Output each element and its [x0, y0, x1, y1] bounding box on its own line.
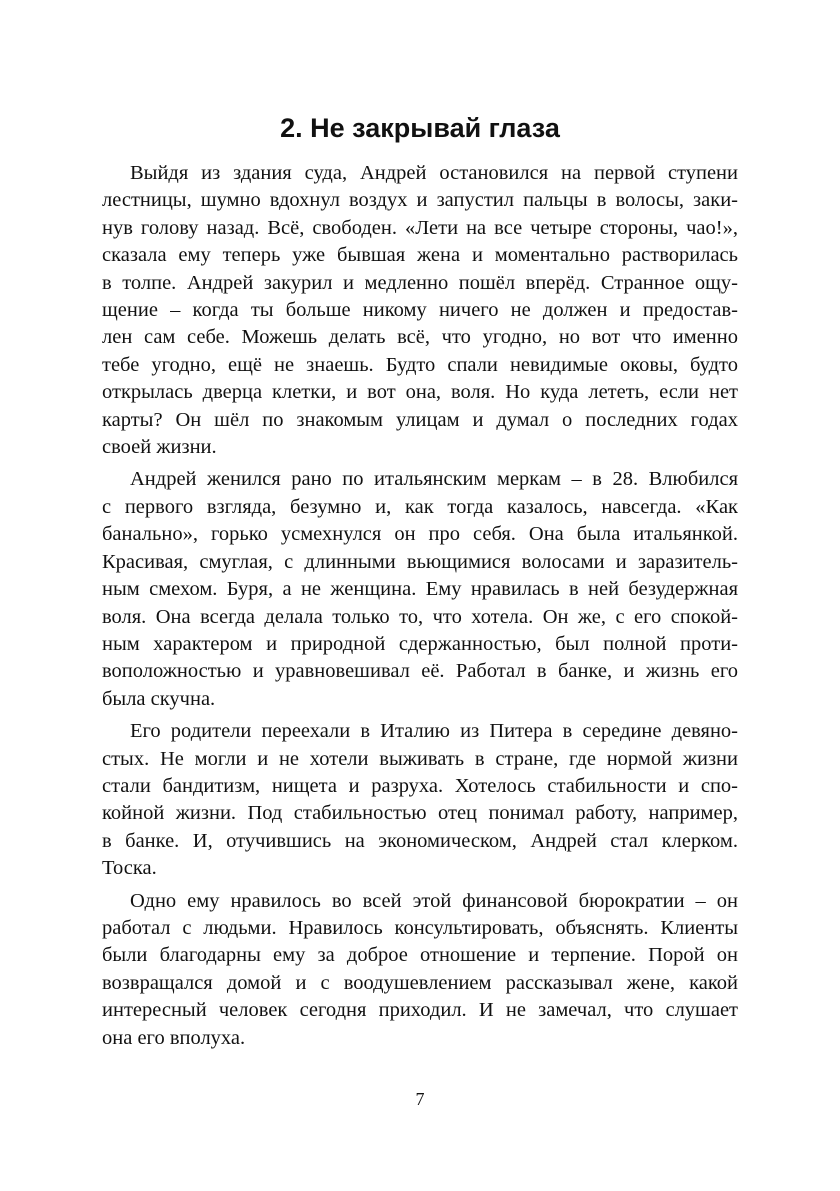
paragraph: [102, 888, 738, 1052]
text-line: воположностью и уравновешивал её. Работал в банке, и жизнь его: [102, 660, 738, 683]
text-line: были благодарны ему за доброе отношение и терпение. Порой он: [102, 944, 738, 967]
text-line: лен сам себе. Можешь делать всё, что угодно, но вот что именно: [102, 326, 738, 349]
text-line: стых. Не могли и не хотели выживать в стране, где нормой жизни: [102, 747, 738, 770]
text-line: Красивая, смуглая, с длинными вьющимися волосами и заразитель-: [102, 550, 738, 573]
text-line: Выйдя из здания суда, Андрей остановился на первой ступени: [130, 162, 738, 184]
paragraph: [102, 718, 738, 882]
text-line: Андрей женился рано по итальянским меркам – в 28. Влюбился: [130, 468, 738, 491]
text-line: нув голову назад. Всё, свободен. «Лети на все четыре стороны, чао!»,: [102, 216, 738, 239]
text-line: лестницы, шумно вдохнул воздух и запустил пальцы в волосы, заки-: [102, 189, 738, 212]
text-line: Его родители переехали в Италию из Питера в середине девяно-: [130, 720, 738, 743]
text-line: в толпе. Андрей закурил и медленно пошёл вперёд. Странное ощу-: [102, 271, 738, 294]
text-line: работал с людьми. Нравилось консультировать, объяснять. Клиенты: [102, 916, 738, 939]
text-line: щение – когда ты больше никому ничего не должен и предостав-: [102, 299, 738, 322]
text-line: ным характером и природной сдержанностью, был полной проти-: [102, 632, 738, 655]
body-text: [102, 160, 738, 1057]
text-line: Одно ему нравилось во всей этой финансовой бюрократии – он: [130, 889, 738, 912]
page-number: 7: [415, 1089, 425, 1109]
text-line: интересный человек сегодня приходил. И не замечал, что слушает: [102, 999, 738, 1022]
text-line: карты? Он шёл по знакомым улицам и думал о последних годах: [102, 408, 738, 431]
text-line: койной жизни. Под стабильностью отец понимал работу, например,: [102, 802, 738, 825]
text-line: с первого взгляда, безумно и, как тогда казалось, навсегда. «Как: [102, 495, 738, 518]
text-line: своей жизни.: [102, 436, 217, 459]
text-line: Тоска.: [102, 857, 157, 880]
text-line: открылась дверца клетки, и вот она, воля. Но куда лететь, если нет: [102, 381, 738, 404]
text-line: воля. Она всегда делала только то, что хотела. Он же, с его спокой-: [102, 605, 738, 628]
text-line: она его вполуха.: [102, 1026, 246, 1049]
text-line: возвращался домой и с воодушевлением рассказывал жене, какой: [102, 971, 738, 994]
text-line: стали бандитизм, нищета и разруха. Хотелось стабильности и спо-: [102, 774, 738, 797]
paragraph: [102, 466, 738, 713]
text-line: тебе угодно, ещё не знаешь. Будто спали невидимые оковы, будто: [102, 353, 738, 376]
text-line: ным смехом. Буря, а не женщина. Ему нравилась в ней безудержная: [102, 578, 738, 601]
text-line: сказала ему теперь уже бывшая жена и моментально растворилась: [102, 244, 738, 267]
chapter-title: 2. Не закрывай глаза: [280, 113, 560, 143]
text-line: в банке. И, отучившись на экономическом, Андрей стал клерком.: [102, 829, 738, 852]
paragraph: [102, 160, 738, 461]
text-line: банально», горько усмехнулся он про себя. Она была итальянкой.: [102, 523, 738, 546]
text-line: была скучна.: [102, 687, 216, 710]
